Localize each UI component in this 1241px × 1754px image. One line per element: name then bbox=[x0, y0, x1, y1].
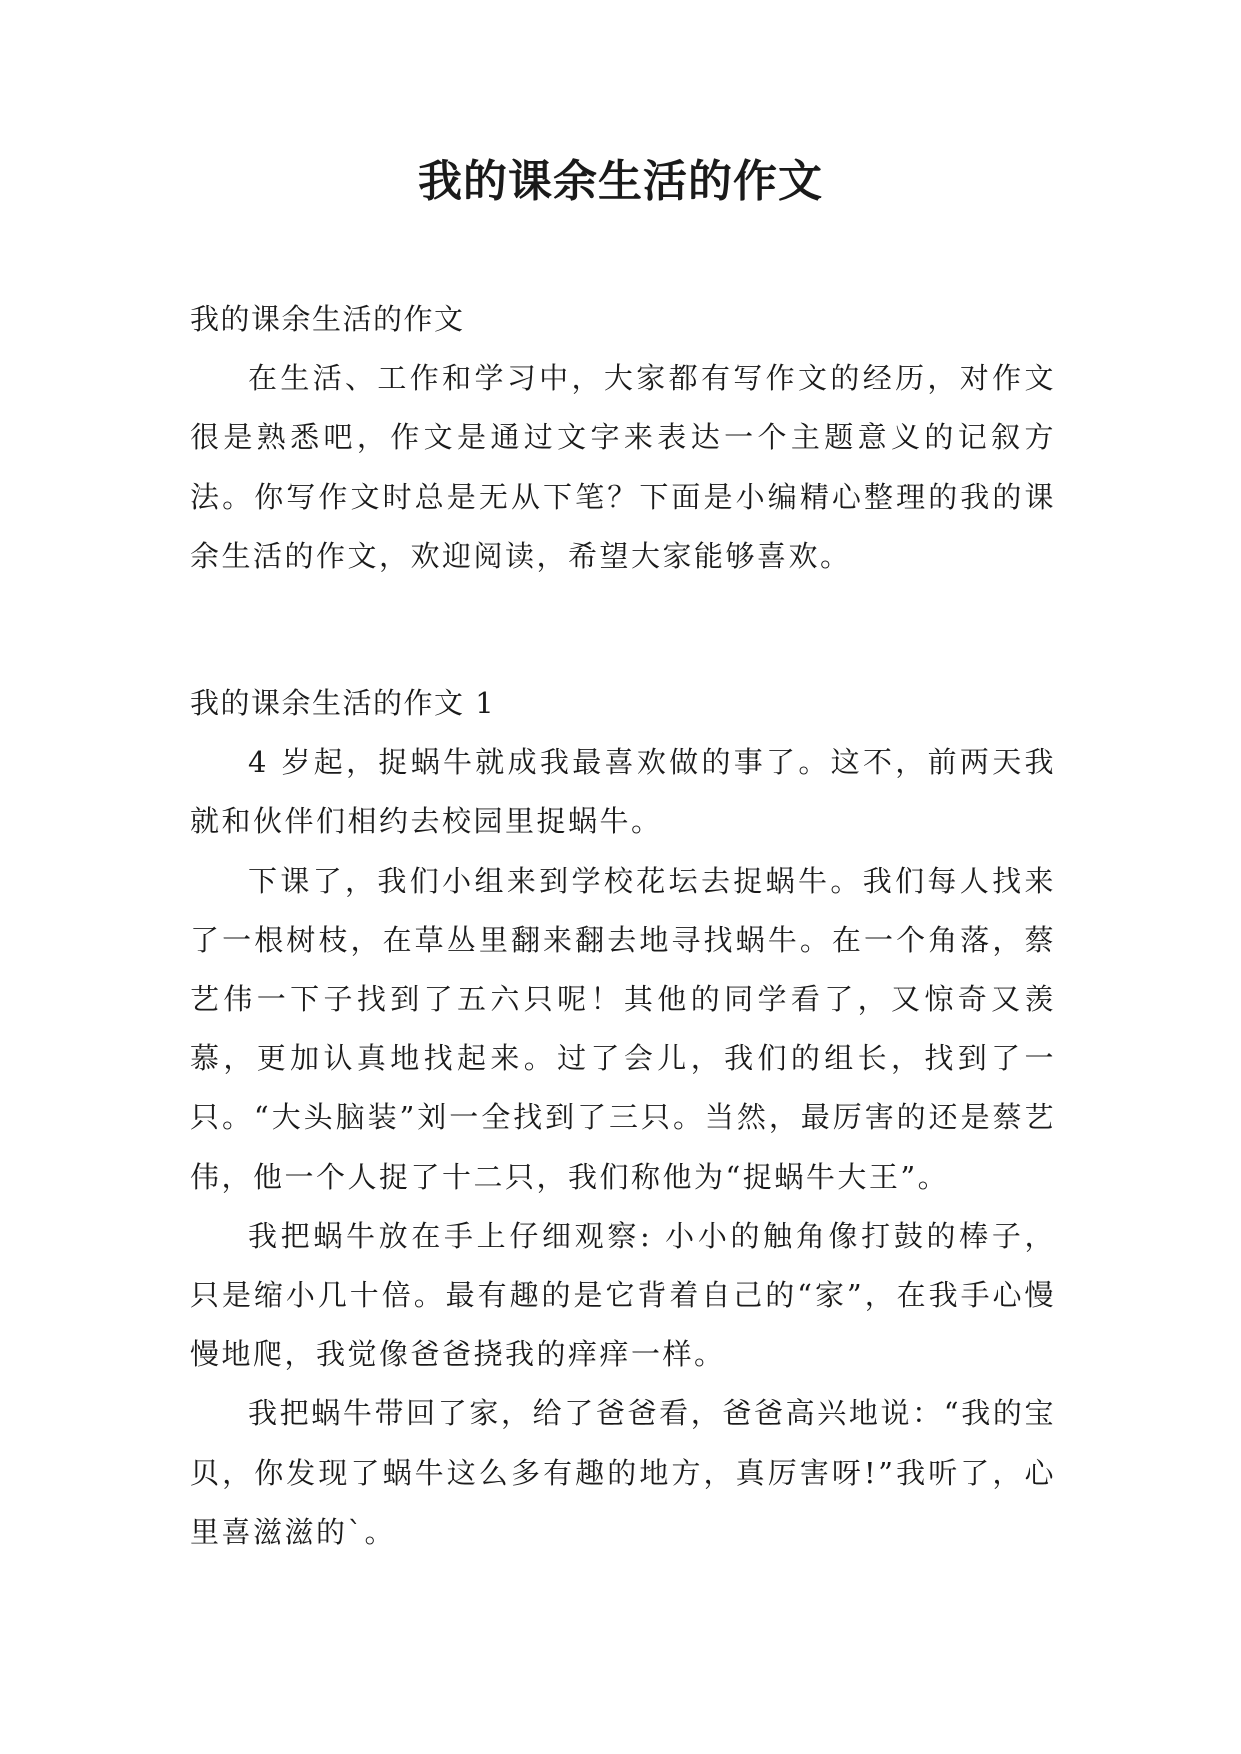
intro-heading: 我的课余生活的作文 bbox=[190, 302, 465, 336]
section-paragraph: 我把蜗牛带回了家，给了爸爸看，爸爸高兴地说：“我的宝贝，你发现了蜗牛这么多有趣的地方，真厉害呀!”我听了，心里喜滋滋的`。 bbox=[190, 1396, 1056, 1549]
section-heading-1: 我的课余生活的作文 1 bbox=[190, 686, 496, 721]
document-title: 我的课余生活的作文 bbox=[418, 156, 823, 207]
section-paragraph: 4 岁起，捉蜗牛就成我最喜欢做的事了。这不，前两天我就和伙伴们相约去校园里捉蜗牛。 bbox=[190, 745, 1056, 839]
document-body bbox=[190, 290, 1056, 1562]
section-paragraph: 我把蜗牛放在手上仔细观察: 小小的触角像打鼓的棒子，只是缩小几十倍。最有趣的是它背着自己的“家”，在我手心慢慢地爬，我觉像爸爸挠我的痒痒一样。 bbox=[190, 1218, 1056, 1372]
section-spacer bbox=[190, 586, 1056, 674]
section-paragraph: 下课了，我们小组来到学校花坛去捉蜗牛。我们每人找来了一根树枝，在草丛里翻来翻去地寻找蜗牛。在一个角落，蔡艺伟一下子找到了五六只呢！其他的同学看了，又惊奇又羡慕，更加认真地找起来。过了会儿，我们的组长，找到了一只。“大头脑装”刘一全找到了三只。当然，最厉害的还是蔡艺伟，他一个人捉了十二只，我们称他为“捉蜗牛大王”。 bbox=[190, 863, 1056, 1194]
intro-paragraph: 在生活、工作和学习中，大家都有写作文的经历，对作文很是熟悉吧，作文是通过文字来表达一个主题意义的记叙方法。你写作文时总是无从下笔？下面是小编精心整理的我的课余生活的作文，欢迎阅读，希望大家能够喜欢。 bbox=[190, 361, 1056, 573]
